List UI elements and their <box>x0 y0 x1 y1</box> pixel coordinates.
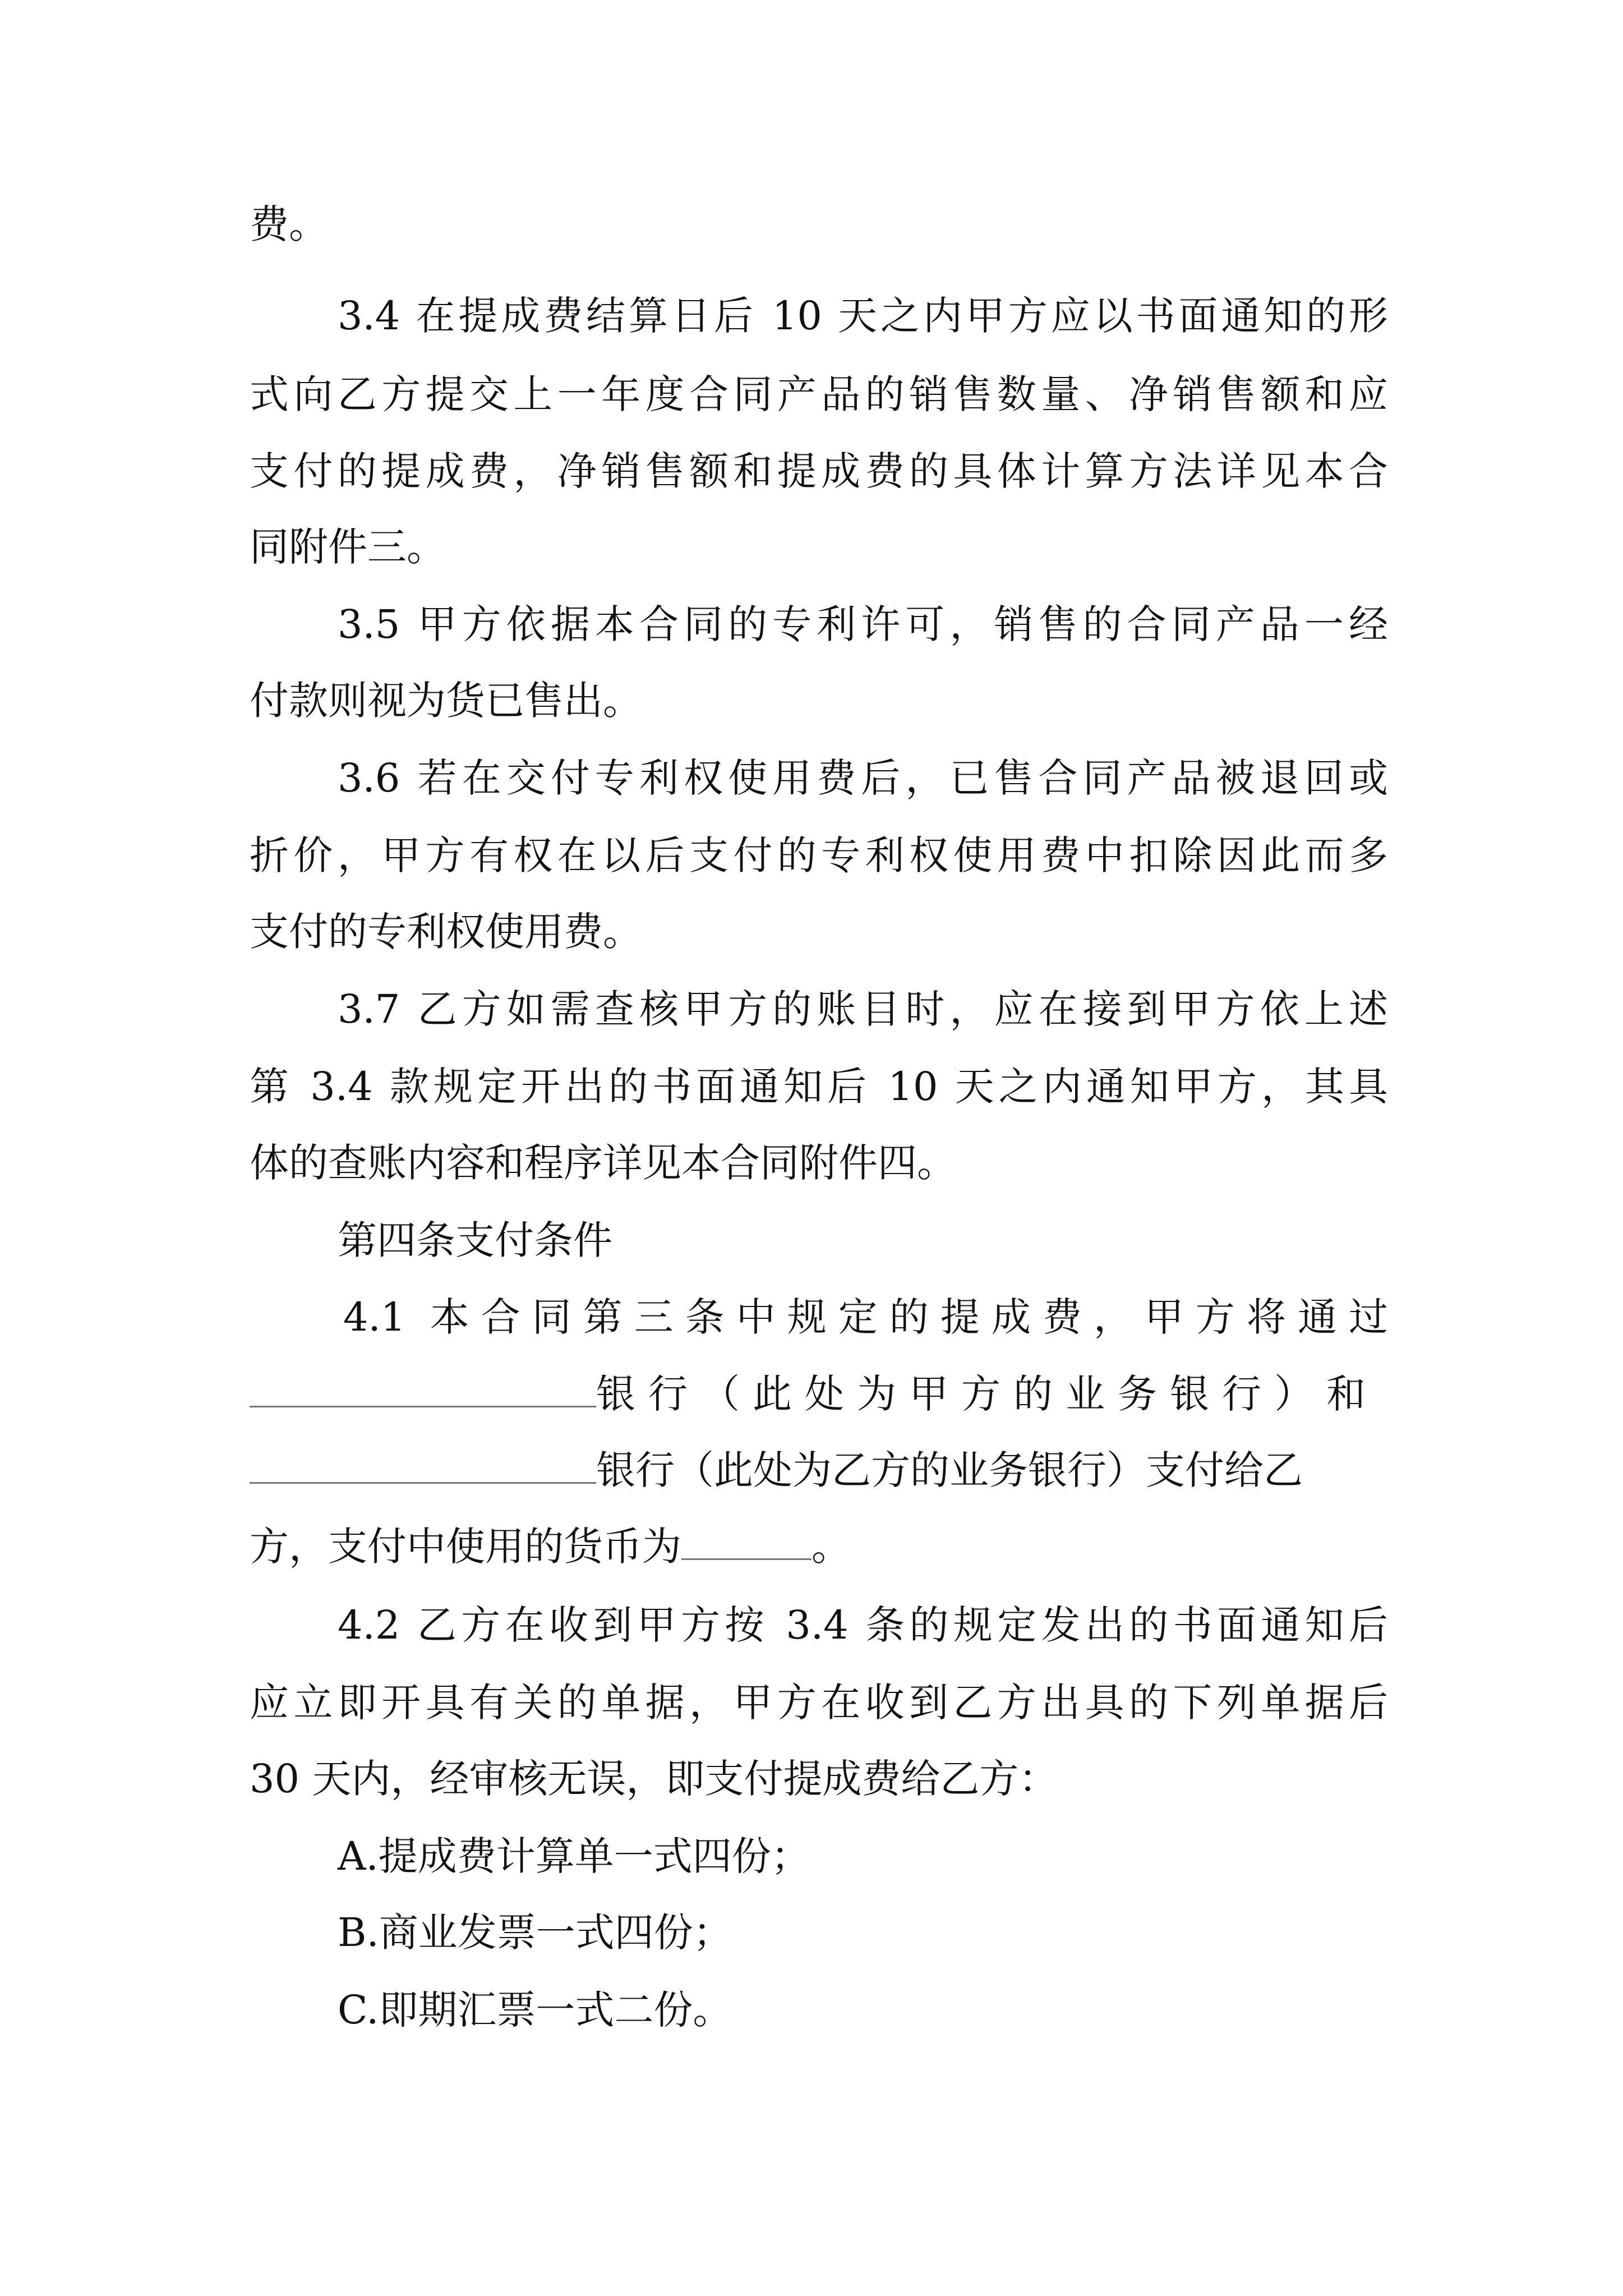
clause-4-1-line-1: 4.1 本合同第三条中规定的提成费，甲方将通过 <box>343 1294 1388 1340</box>
text-line: 折价，甲方有权在以后支付的专利权使用费中扣除因此而多 <box>250 832 1388 878</box>
blank-underline <box>250 1447 596 1484</box>
currency-line <box>250 1516 1388 1577</box>
text-line: 应立即开具有关的单据，甲方在收到乙方出具的下列单据后 <box>250 1680 1388 1726</box>
text-line: 体的查账内容和程序详见本合同附件四。 <box>250 1140 956 1186</box>
text-line: 式向乙方提交上一年度合同产品的销售数量、净销售额和应 <box>250 371 1388 417</box>
text-line: 支付的专利权使用费。 <box>250 909 642 955</box>
text-segment: 银行（此处为乙方的业务银行）支付给乙 <box>596 1447 1303 1493</box>
text-segment: 。 <box>811 1524 851 1570</box>
text-line: 费。 <box>250 201 328 247</box>
clause-3-7-line-1: 3.7 乙方如需查核甲方的账目时，应在接到甲方依上述 <box>338 986 1388 1032</box>
clause-3-5-line-1: 3.5 甲方依据本合同的专利许可，销售的合同产品一经 <box>338 601 1388 647</box>
clause-3-4-line-1: 3.4 在提成费结算日后 10 天之内甲方应以书面通知的形 <box>338 293 1388 339</box>
list-item: B.商业发票一式四份； <box>338 1910 732 1955</box>
bank-line-b <box>250 1439 1388 1501</box>
section-heading: 第四条支付条件 <box>338 1217 612 1263</box>
list-item: C.即期汇票一式二份。 <box>338 1987 732 2033</box>
clause-4-2-line-1: 4.2 乙方在收到甲方按 3.4 条的规定发出的书面通知后 <box>338 1602 1388 1648</box>
blank-underline <box>681 1524 811 1560</box>
blank-underline <box>250 1371 596 1407</box>
text-line: 同附件三。 <box>250 524 446 570</box>
text-line: 支付的提成费，净销售额和提成费的具体计算方法详见本合 <box>250 448 1388 494</box>
clause-3-6-line-1: 3.6 若在交付专利权使用费后，已售合同产品被退回或 <box>338 755 1388 801</box>
text-segment: 银行（此处为甲方的业务银行）和 <box>596 1371 1378 1417</box>
text-line: 第 3.4 款规定开出的书面通知后 10 天之内通知甲方，其具 <box>250 1064 1388 1110</box>
list-item: A.提成费计算单一式四份； <box>338 1833 810 1879</box>
text-segment: 方，支付中使用的货币为 <box>250 1524 681 1570</box>
text-line: 30 天内，经审核无误，即支付提成费给乙方： <box>250 1756 1058 1802</box>
bank-line-a <box>250 1363 1388 1425</box>
text-line: 付款则视为货已售出。 <box>250 678 642 724</box>
